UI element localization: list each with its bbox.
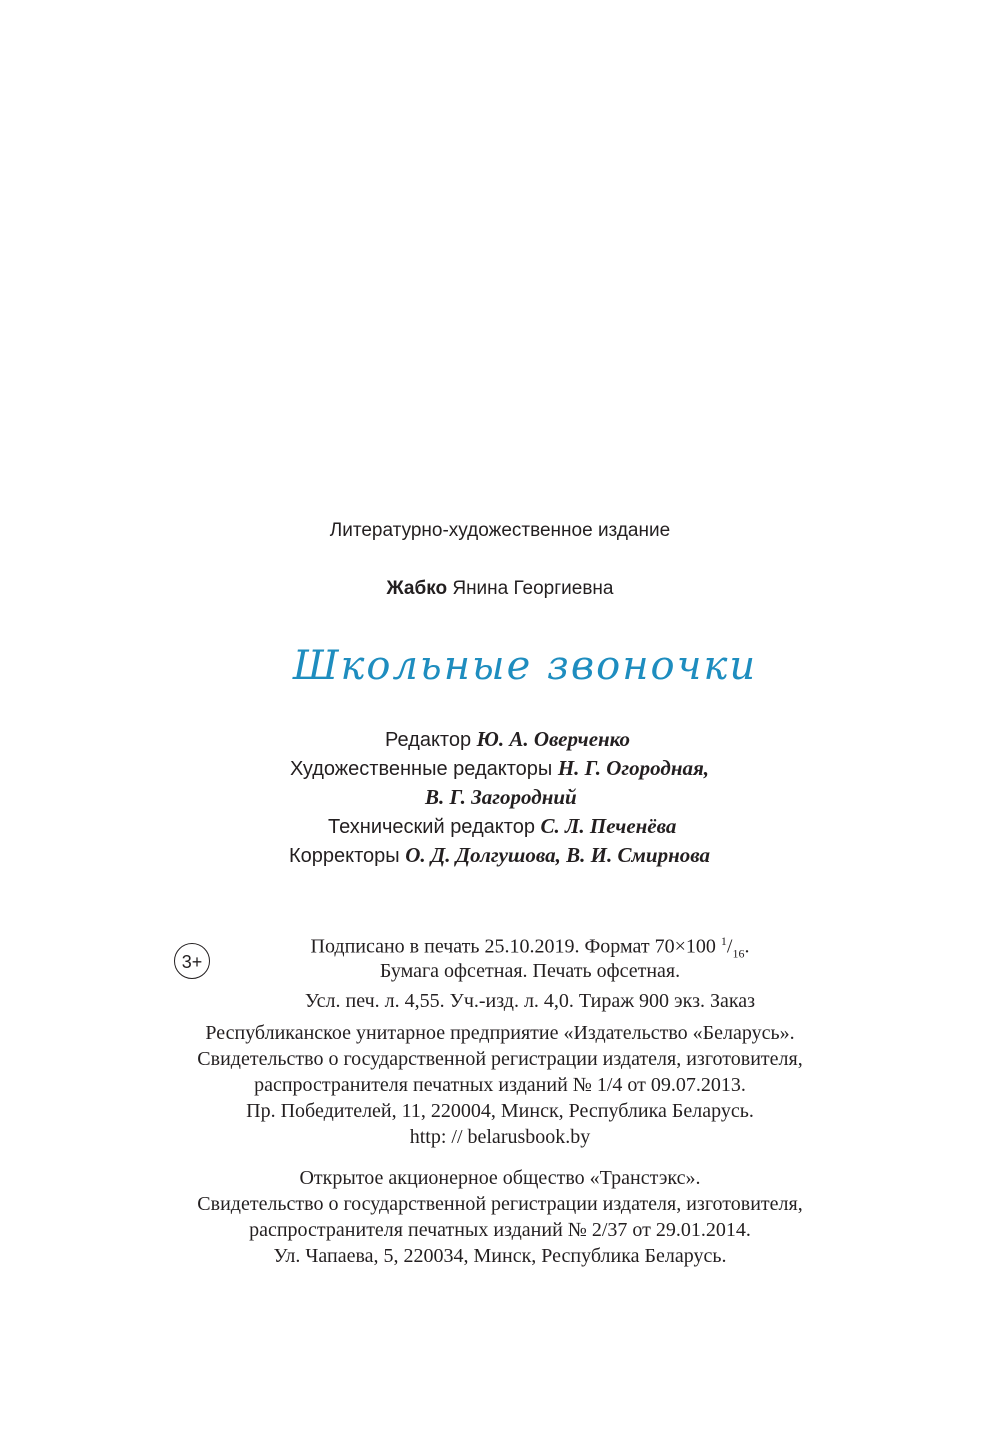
credit-name: В. Г. Загородний (425, 785, 577, 809)
print-signed-format: Подписано в печать 25.10.2019. Формат 70×100 (310, 935, 716, 958)
credit-editor (385, 725, 1000, 754)
credits-block (0, 725, 1000, 870)
publisher-block (0, 1020, 1000, 1150)
credit-name: Н. Г. Огородная, (557, 756, 710, 780)
author-given-names: Янина Георгиевна (452, 578, 614, 599)
age-rating-badge: 3+ (174, 943, 210, 979)
credit-role: Редактор (385, 729, 472, 751)
genre-line: Литературно-художественное издание (329, 520, 671, 541)
format-numerator: 1 (720, 934, 727, 948)
publisher-line: Республиканское унитарное предприятие «Издательство «Беларусь». (205, 1022, 795, 1044)
print-info-line-2: Бумага офсетная. Печать офсетная. (379, 960, 681, 982)
credit-technical-editor (328, 812, 1000, 841)
publisher-line: Свидетельство о государственной регистрации издателя, изготовителя, (197, 1048, 803, 1070)
credit-art-editors (290, 754, 1000, 783)
printer-line: Открытое акционерное общество «Транстэкс». (299, 1167, 701, 1189)
printer-line: распространителя печатных изданий № 2/37 от 29.01.2014. (249, 1219, 751, 1241)
credit-art-editors-continued (425, 783, 1000, 812)
printer-line: Ул. Чапаева, 5, 220034, Минск, Республика Беларусь. (273, 1245, 727, 1267)
printer-block (0, 1165, 1000, 1269)
credit-name: С. Л. Печенёва (540, 814, 677, 838)
print-info-line-1: Подписано в печать 25.10.2019. Формат 70×100 $^1/_{16}$. (310, 934, 750, 961)
credit-role: Технический редактор (328, 816, 535, 838)
credit-name: О. Д. Долгушова, В. И. Смирнова (405, 843, 710, 867)
printer-line: Свидетельство о государственной регистрации издателя, изготовителя, (197, 1193, 803, 1215)
author-surname: Жабко (386, 578, 448, 599)
publisher-line: Пр. Победителей, 11, 220004, Минск, Республика Беларусь. (246, 1100, 754, 1122)
credit-role: Корректоры (289, 845, 400, 867)
credit-proofreaders (289, 841, 1000, 870)
credit-name: Ю. А. Оверченко (476, 727, 631, 751)
book-title: Школьные звоночки (292, 643, 758, 689)
publisher-line: распространителя печатных изданий № 1/4 от 09.07.2013. (254, 1074, 746, 1096)
credit-role: Художественные редакторы (290, 758, 553, 780)
author-line (0, 576, 1000, 602)
publisher-website: http: // belarusbook.by (409, 1126, 591, 1148)
format-denominator: 16 (732, 946, 745, 961)
print-info-line-3: Усл. печ. л. 4,55. Уч.-изд. л. 4,0. Тираж 900 экз. Заказ (304, 990, 756, 1012)
